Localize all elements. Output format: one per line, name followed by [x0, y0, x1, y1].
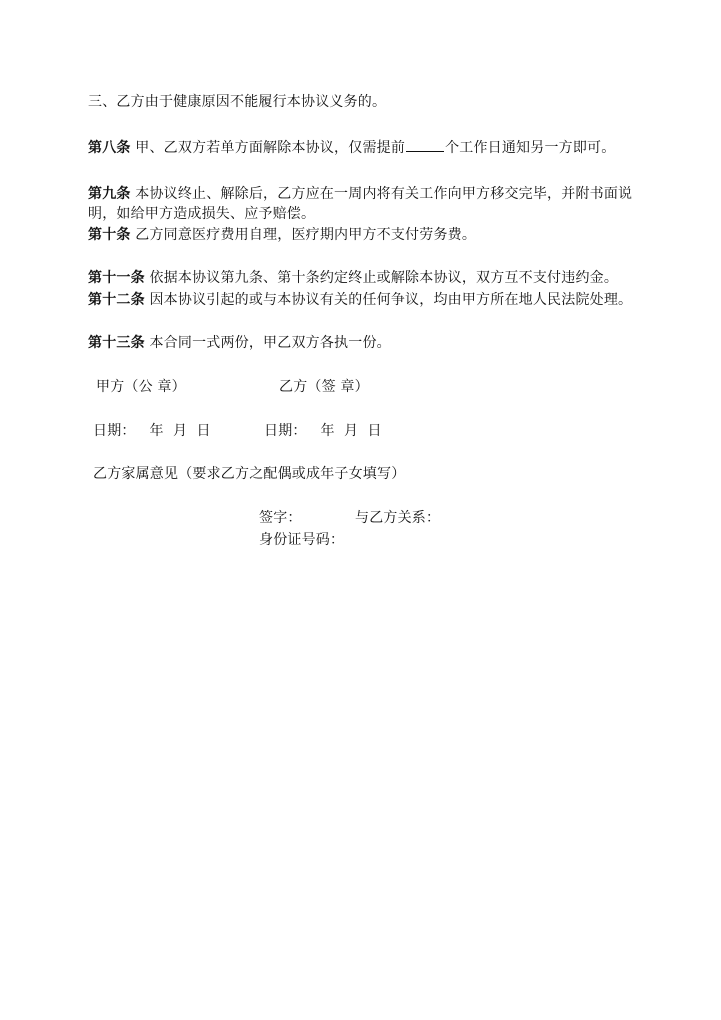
article-12-label: 第十二条 — [88, 292, 145, 308]
party-b-seal-label: 乙方（签 章） — [279, 379, 369, 395]
article-12-text: 因本协议引起的或与本协议有关的任何争议，均由甲方所在地人民法院处理。 — [144, 292, 633, 308]
family-opinion — [93, 464, 405, 484]
family-opinion-label: 乙方家属意见（要求乙方之配偶或成年子女填写） — [93, 466, 406, 482]
article-8-text-before: 甲、乙双方若单方面解除本协议，仅需提前 — [130, 140, 406, 156]
clause-health-text: 三、乙方由于健康原因不能履行本协议义务的。 — [88, 94, 387, 110]
relation-field — [355, 508, 440, 528]
notice-days-blank — [406, 137, 444, 152]
signature-field — [259, 508, 302, 528]
article-9-line-2 — [88, 204, 315, 224]
article-9-text-1: 本协议终止、解除后，乙方应在一周内将有关工作向甲方移交完毕，并附书面说 — [130, 186, 633, 202]
party-a-seal — [96, 377, 186, 397]
article-13-text: 本合同一式两份，甲乙双方各执一份。 — [144, 335, 391, 351]
article-9-label: 第九条 — [88, 186, 131, 202]
relation-label: 与乙方关系： — [355, 510, 441, 526]
article-13-label: 第十三条 — [88, 335, 145, 351]
party-a-date — [93, 421, 211, 441]
clause-health — [88, 92, 386, 112]
party-b-date — [264, 421, 382, 441]
article-10-label: 第十条 — [88, 227, 131, 243]
article-8-text-after: 个工作日通知另一方即可。 — [445, 140, 616, 156]
article-11-label: 第十一条 — [88, 270, 145, 286]
article-10-text: 乙方同意医疗费用自理，医疗期内甲方不支付劳务费。 — [130, 227, 477, 243]
article-12 — [88, 290, 632, 310]
article-10 — [88, 225, 476, 245]
party-a-date-label: 日期： 年 月 日 — [93, 423, 211, 439]
article-9-line-1 — [88, 184, 632, 204]
article-9-text-2: 明，如给甲方造成损失、应予赔偿。 — [88, 206, 316, 222]
id-number-label: 身份证号码： — [259, 532, 345, 548]
id-number-field — [259, 530, 344, 550]
article-11-text: 依据本协议第九条、第十条约定终止或解除本协议，双方互不支付违约金。 — [144, 270, 619, 286]
article-8 — [88, 137, 615, 158]
signature-label: 签字： — [259, 510, 302, 526]
article-13 — [88, 333, 391, 353]
party-b-seal — [279, 377, 369, 397]
article-8-label: 第八条 — [88, 140, 131, 156]
article-11 — [88, 268, 618, 288]
party-a-seal-label: 甲方（公 章） — [96, 379, 186, 395]
party-b-date-label: 日期： 年 月 日 — [264, 423, 382, 439]
